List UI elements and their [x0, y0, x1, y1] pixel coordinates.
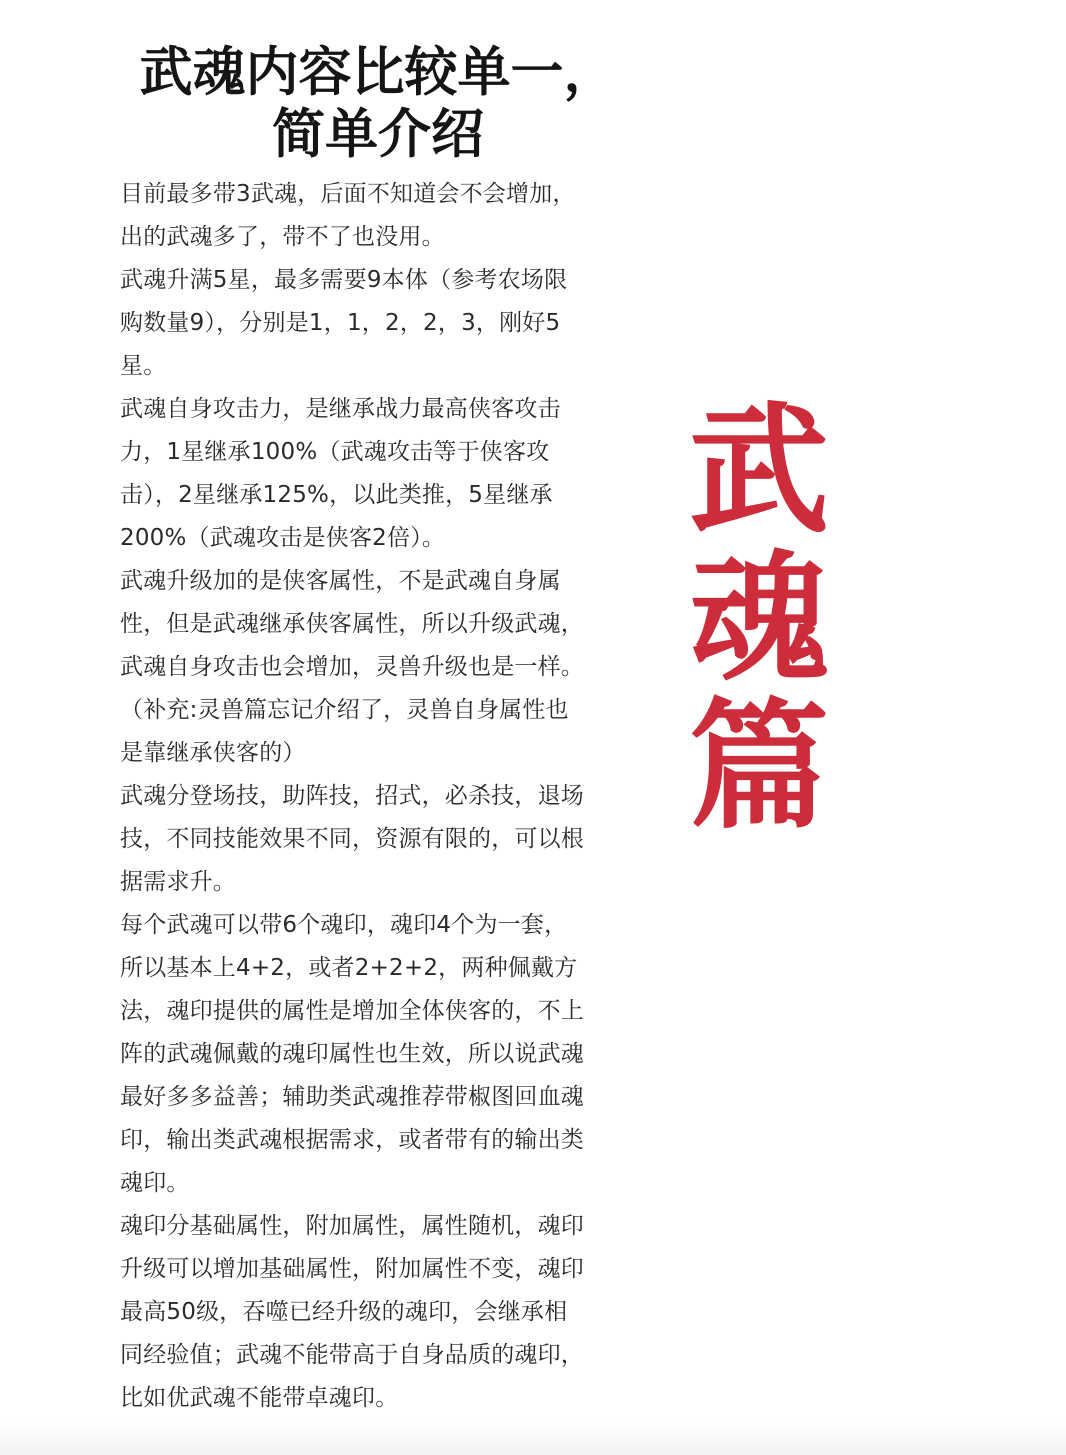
body-line: 同经验值；武魂不能带高于自身品质的魂印， [120, 1342, 584, 1368]
body-line: 武魂升满5星，最多需要9本体（参考农场限 [120, 267, 568, 293]
body-line: （补充:灵兽篇忘记介绍了，灵兽自身属性也 [120, 697, 569, 723]
body-line: 最高50级，吞噬已经升级的魂印，会继承相 [120, 1299, 568, 1325]
body-line: 阵的武魂佩戴的魂印属性也生效，所以说武魂 [120, 1041, 584, 1067]
body-line: 所以基本上4+2，或者2+2+2，两种佩戴方 [120, 955, 578, 981]
body-line: 印，输出类武魂根据需求，或者带有的输出类 [120, 1127, 584, 1153]
body-line: 武魂升级加的是侠客属性，不是武魂自身属 [120, 568, 561, 594]
body-line: 技，不同技能效果不同，资源有限的，可以根 [120, 826, 584, 852]
body-line: 魂印分基础属性，附加属性，属性随机，魂印 [120, 1213, 584, 1239]
body-line: 购数量9），分别是1，1，2，2，3，刚好5 [120, 310, 561, 336]
body-line: 力，1星继承100%（武魂攻击等于侠客攻 [120, 439, 550, 465]
body-line: 击），2星继承125%，以此类推，5星继承 [120, 482, 553, 508]
body-line: 武魂自身攻击也会增加，灵兽升级也是一样。 [120, 654, 584, 680]
body-line: 性，但是武魂继承侠客属性，所以升级武魂， [120, 611, 584, 637]
page-title [108, 42, 648, 166]
bottom-shade [0, 1421, 1066, 1455]
body-line: 最好多多益善；辅助类武魂推荐带椒图回血魂 [120, 1084, 584, 1110]
side-heading [684, 390, 834, 849]
body-line: 比如优武魂不能带卓魂印。 [120, 1385, 399, 1411]
body-line: 魂印。 [120, 1170, 190, 1196]
side-heading-char-1: 武 [688, 390, 829, 553]
page-title-line-2: 简单介绍 [272, 104, 484, 165]
body-line: 升级可以增加基础属性，附加属性不变，魂印 [120, 1256, 584, 1282]
body-line: 法，魂印提供的属性是增加全体侠客的，不上 [120, 998, 584, 1024]
body-line: 据需求升。 [120, 869, 236, 895]
body-line: 是靠继承侠客的） [120, 740, 306, 766]
article-body [120, 173, 640, 1420]
body-line: 每个武魂可以带6个魂印，魂印4个为一套， [120, 912, 568, 938]
side-heading-char-2: 魂 [688, 538, 829, 701]
body-line: 出的武魂多了，带不了也没用。 [120, 224, 445, 250]
side-heading-char-3: 篇 [688, 686, 829, 849]
body-line: 星。 [120, 353, 167, 379]
body-line: 目前最多带3武魂，后面不知道会不会增加， [120, 181, 576, 207]
page-title-line-1: 武魂内容比较单一， [139, 42, 617, 103]
body-line: 武魂自身攻击力，是继承战力最高侠客攻击 [120, 396, 561, 422]
body-line: 200%（武魂攻击是侠客2倍）。 [120, 525, 446, 551]
body-line: 武魂分登场技，助阵技，招式，必杀技，退场 [120, 783, 584, 809]
